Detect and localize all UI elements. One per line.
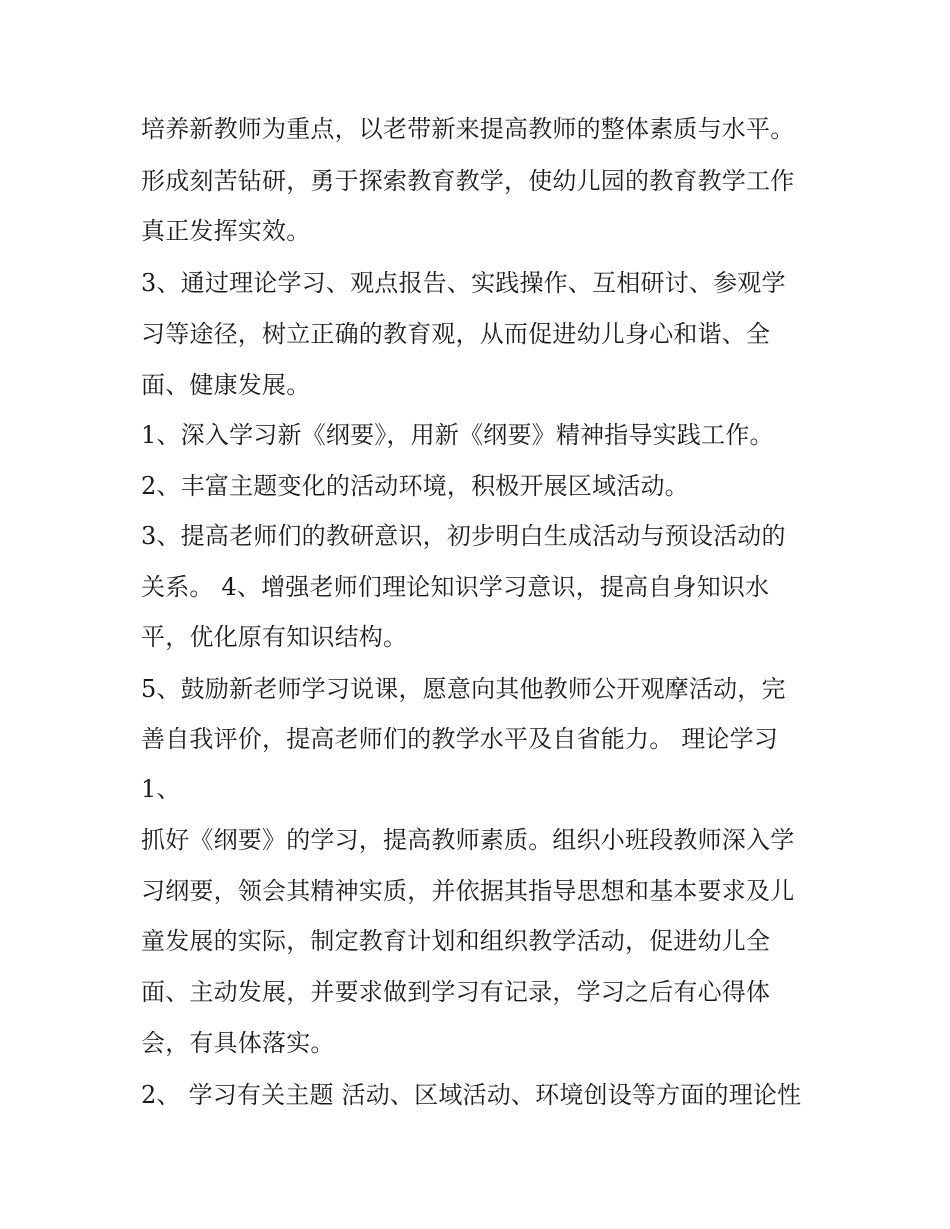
text-line: 3、通过理论学习、观点报告、实践操作、互相研讨、参观学	[141, 269, 786, 297]
text-line: 关系。 4、增强老师们理论知识学习意识，提高自身知识水	[141, 573, 770, 601]
text-line: 习等途径，树立正确的教育观，从而促进幼儿身心和谐、全	[141, 320, 771, 348]
text-line: 培养新教师为重点，以老带新来提高教师的整体素质与水平。	[141, 115, 795, 143]
text-line: 2、 学习有关主题 活动、区域活动、环境创设等方面的理论性	[141, 1081, 802, 1109]
text-line: 善自我评价，提高老师们的教学水平及自省能力。 理论学习	[141, 725, 779, 753]
text-line: 习纲要，领会其精神实质，并依据其指导思想和基本要求及儿	[141, 877, 795, 905]
text-line: 童发展的实际，制定教育计划和组织教学活动，促进幼儿全	[141, 927, 771, 955]
text-line: 会，有具体落实。	[141, 1029, 335, 1057]
text-line: 3、提高老师们的教研意识，初步明白生成活动与预设活动的	[141, 522, 786, 550]
text-line: 1、深入学习新《纲要》，用新《纲要》精神指导实践工作。	[141, 421, 774, 449]
text-line: 形成刻苦钻研，勇于探索教育教学，使幼儿园的教育教学工作	[141, 167, 795, 195]
text-line: 面、健康发展。	[141, 371, 311, 399]
text-line: 2、丰富主题变化的活动环境，积极开展区域活动。	[141, 472, 689, 500]
text-line: 5、鼓励新老师学习说课，愿意向其他教师公开观摩活动，完	[141, 675, 786, 703]
text-line: 面、主动发展，并要求做到学习有记录，学习之后有心得体	[141, 978, 771, 1006]
text-line: 真正发挥实效。	[141, 217, 311, 245]
text-line: 1、	[141, 775, 181, 803]
text-line: 平，优化原有知识结构。	[141, 623, 408, 651]
text-line: 抓好《纲要》的学习，提高教师素质。组织小班段教师深入学	[141, 826, 795, 854]
